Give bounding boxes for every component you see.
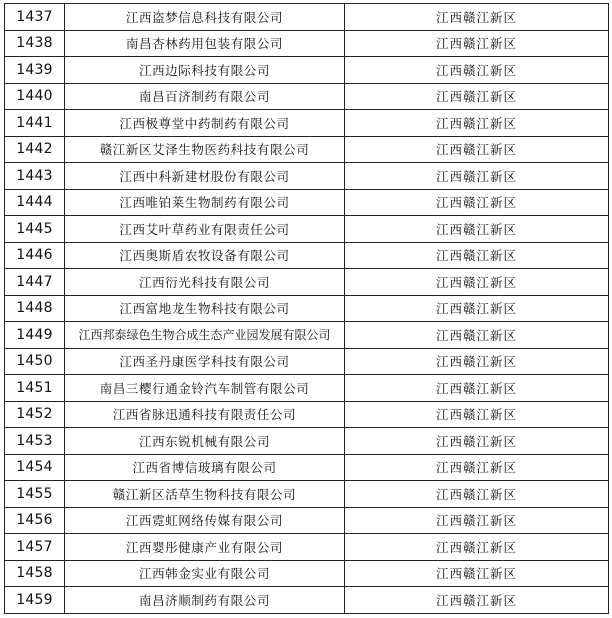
table-row: [5, 348, 609, 375]
row-number: 1438: [5, 30, 65, 57]
row-number: 1456: [5, 507, 65, 534]
company-name: 南昌济顺制药有限公司: [65, 587, 345, 614]
row-number: 1446: [5, 242, 65, 269]
region-name: 江西赣江新区: [345, 454, 609, 481]
row-number: 1443: [5, 163, 65, 190]
row-number: 1448: [5, 295, 65, 322]
table-row: [5, 57, 609, 84]
row-number: 1447: [5, 269, 65, 296]
table-row: [5, 560, 609, 587]
row-number: 1457: [5, 534, 65, 561]
row-number: 1440: [5, 83, 65, 110]
row-number: 1441: [5, 110, 65, 137]
company-name: 江西衍光科技有限公司: [65, 269, 345, 296]
company-name: 江西邦泰绿色生物合成生态产业园发展有限公司: [65, 322, 345, 349]
table-row: [5, 454, 609, 481]
row-number: 1439: [5, 57, 65, 84]
region-name: 江西赣江新区: [345, 587, 609, 614]
company-name: 江西中科新建材股份有限公司: [65, 163, 345, 190]
company-name: 江西边际科技有限公司: [65, 57, 345, 84]
region-name: 江西赣江新区: [345, 110, 609, 137]
region-name: 江西赣江新区: [345, 348, 609, 375]
table-row: [5, 216, 609, 243]
table-row: [5, 322, 609, 349]
row-number: 1450: [5, 348, 65, 375]
region-name: 江西赣江新区: [345, 30, 609, 57]
row-number: 1449: [5, 322, 65, 349]
region-name: 江西赣江新区: [345, 375, 609, 402]
region-name: 江西赣江新区: [345, 507, 609, 534]
region-name: 江西赣江新区: [345, 163, 609, 190]
company-name: 江西奥斯盾农牧设备有限公司: [65, 242, 345, 269]
row-number: 1458: [5, 560, 65, 587]
table-row: [5, 4, 609, 31]
region-name: 江西赣江新区: [345, 428, 609, 455]
region-name: 江西赣江新区: [345, 401, 609, 428]
region-name: 江西赣江新区: [345, 83, 609, 110]
company-name: 江西韩金实业有限公司: [65, 560, 345, 587]
company-name: 赣江新区艾泽生物医药科技有限公司: [65, 136, 345, 163]
company-name: 南昌杏林药用包装有限公司: [65, 30, 345, 57]
region-name: 江西赣江新区: [345, 322, 609, 349]
row-number: 1444: [5, 189, 65, 216]
region-name: 江西赣江新区: [345, 269, 609, 296]
table-row: [5, 189, 609, 216]
company-name: 江西盗梦信息科技有限公司: [65, 4, 345, 31]
company-name: 江西省脉迅通科技有限责任公司: [65, 401, 345, 428]
company-name: 赣江新区活草生物科技有限公司: [65, 481, 345, 508]
table-row: [5, 269, 609, 296]
company-table: [4, 3, 609, 614]
company-name: 江西婴彤健康产业有限公司: [65, 534, 345, 561]
region-name: 江西赣江新区: [345, 216, 609, 243]
region-name: 江西赣江新区: [345, 295, 609, 322]
company-name: 江西艾叶草药业有限责任公司: [65, 216, 345, 243]
region-name: 江西赣江新区: [345, 481, 609, 508]
row-number: 1442: [5, 136, 65, 163]
company-name: 江西富地龙生物科技有限公司: [65, 295, 345, 322]
company-name: 江西霓虹网络传媒有限公司: [65, 507, 345, 534]
region-name: 江西赣江新区: [345, 560, 609, 587]
table-row: [5, 163, 609, 190]
row-number: 1455: [5, 481, 65, 508]
company-name: 南昌百济制药有限公司: [65, 83, 345, 110]
row-number: 1437: [5, 4, 65, 31]
table-row: [5, 375, 609, 402]
row-number: 1459: [5, 587, 65, 614]
row-number: 1445: [5, 216, 65, 243]
company-name: 南昌三樱行通金铃汽车制管有限公司: [65, 375, 345, 402]
region-name: 江西赣江新区: [345, 242, 609, 269]
company-name: 江西唯铂莱生物制药有限公司: [65, 189, 345, 216]
table-row: [5, 110, 609, 137]
table-row: [5, 83, 609, 110]
table-row: [5, 242, 609, 269]
company-list-sheet: [4, 3, 608, 614]
table-row: [5, 30, 609, 57]
company-name: 江西极尊堂中药制药有限公司: [65, 110, 345, 137]
table-row: [5, 534, 609, 561]
row-number: 1453: [5, 428, 65, 455]
table-row: [5, 401, 609, 428]
table-row: [5, 507, 609, 534]
company-name: 江西省博信玻璃有限公司: [65, 454, 345, 481]
region-name: 江西赣江新区: [345, 189, 609, 216]
row-number: 1451: [5, 375, 65, 402]
row-number: 1454: [5, 454, 65, 481]
table-row: [5, 481, 609, 508]
company-name: 江西东锐机械有限公司: [65, 428, 345, 455]
table-row: [5, 587, 609, 614]
region-name: 江西赣江新区: [345, 4, 609, 31]
region-name: 江西赣江新区: [345, 136, 609, 163]
company-table-body: [5, 4, 609, 614]
region-name: 江西赣江新区: [345, 57, 609, 84]
table-row: [5, 295, 609, 322]
row-number: 1452: [5, 401, 65, 428]
table-row: [5, 136, 609, 163]
table-row: [5, 428, 609, 455]
region-name: 江西赣江新区: [345, 534, 609, 561]
company-name: 江西圣丹康医学科技有限公司: [65, 348, 345, 375]
